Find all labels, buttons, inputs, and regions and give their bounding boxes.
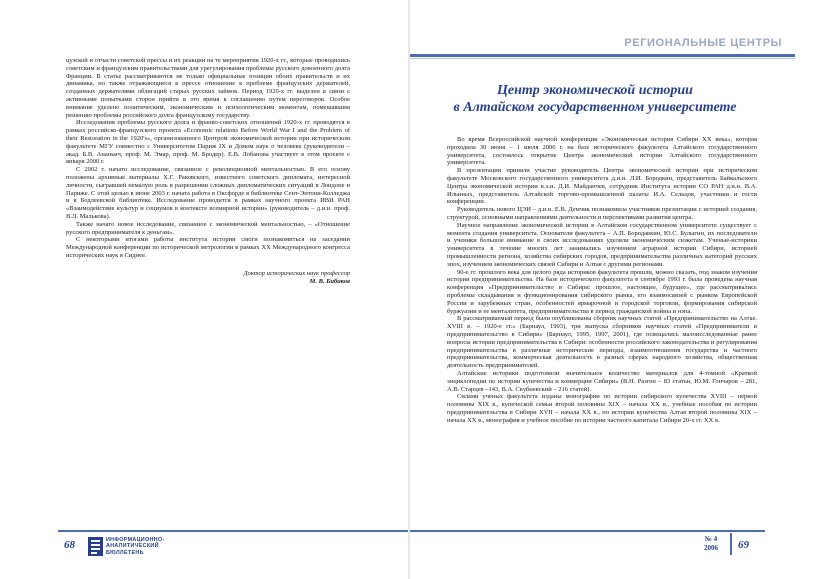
left-paragraph-1: цузской и отчасти советской прессы и их реакции на те мероприятия 1920-х гг., которые проводились советским и французским правительствами для урегулирования проблемы русского довоенного долга Франции. В статье рассматриваются не только официальные позиции обоих правительств и их динамика, но также отражающиеся в прессе отношение к проблеме французских держателей, созданных держателями облигаций старых русских займов. Период 1920-х гг. выделен в связи с активными попытками сторон прийти в это время к соглашению путем переговоров. Особое внимание уделено политическим, экономическим и психологическим моментам, помешавшим решению проблемы российского долга французскому государству. (66, 57, 350, 119)
right-paragraph-2: В презентации приняли участие руководитель Центра экономической истории при историческом факультете Московского государственного университета д.и.н. Л.И. Бородкин, представитель Байкальского Центра экономической истории к.э.н. Д.И. Майданчев, сотрудник Института истории СО РАН д.и.н. В.А. Ильиных, представитель Алтайской торгово-промышленной палаты И.А. Сельцов, участники и гости конференции. (447, 167, 757, 206)
section-title-rule-thin (410, 58, 795, 59)
left-page (0, 0, 409, 579)
section-title-rule (410, 54, 795, 57)
right-paragraph-8: Силами ученых факультета изданы монографии по истории сибирского купечества XVIII – первой половины XIX в., купеческой семьи второй половины XIX – начала XX в., учебные пособия по истории предпринимательства в Сибири XVII – начала XX в., по истории купечества Алтая второй половины XIX – начала XX в., монография и учебное пособие по истории частного капитала Сибири 20-х гг. XX в. (447, 393, 757, 424)
logo-line-3: БЮЛЛЕТЕНЬ (106, 549, 144, 556)
issue-year: 2006 (704, 543, 718, 552)
signature-role: Доктор исторических наук профессор (243, 269, 350, 277)
left-paragraph-5: С некоторыми итогами работы института истории смоги познакомиться на заседании Международной конференции по исторической метрологии в рамках XX Международного конгресса исторических наук в Сиднее. (66, 236, 350, 259)
article-title (430, 82, 760, 116)
footer-divider (730, 533, 732, 555)
article-title-line-2: в Алтайском государственном университете (453, 100, 737, 115)
signature-block (66, 270, 350, 286)
left-column-text (66, 57, 350, 285)
logo-line-2: АНАЛИТИЧЕСКИЙ (106, 543, 159, 550)
issue-info (704, 535, 718, 552)
footer-rule-left (58, 530, 409, 532)
issue-number: № 4 (704, 535, 718, 543)
bulletin-logo-text (106, 537, 164, 556)
footer-rule-right (410, 530, 765, 532)
page-number-right: 69 (738, 539, 749, 551)
signature-author: М. В. Бибиков (309, 277, 350, 285)
right-column-text (447, 136, 757, 424)
section-title: РЕГИОНАЛЬНЫЕ ЦЕНТРЫ (624, 37, 782, 49)
right-paragraph-6: В рассматриваемый период были опубликованы сборник научных статей «Предпринимательство на Алтае. XVIII в. – 1920-е гг.» (Барнаул, 1993), три выпуска сборников научных статей «Предприниматели и предпринимательство в Сибири» (Барнаул, 1995, 1997, 2001), где освещались малоисследованные ранее вопросы истории предпринимательства в Сибири: особенности российского законодательства и регулирования предпринимательства в различные исторические периоды, взаимоотношения государства и частного предпринимательства, коммерческая деятельность в разных сферах народного хозяйства, общественная деятельность предпринимателей. (447, 315, 757, 370)
bulletin-logo-icon (88, 537, 103, 556)
right-paragraph-3: Руководитель нового ЦЭИ – д.и.н. Е.В. Демчик познакомила участников презентации с историей создания, структурой, основными направлениями деятельности и перспективами развития центра. (447, 206, 757, 221)
right-paragraph-5: 90-е гг. прошлого века для целого ряда историков факультета прошли, можно сказать, под знаком изучения истории предпринимательства. На базе исторического факультета в сентябре 1993 г. была проведена научная конференция «Предпринимательство в Сибири: прошлое, настоящее, будущее», где рассматривались проблемы складывания и функционирования сибирского рынка, его взаимосвязей с рынком Европейской России и зарубежных стран, особенностей ярмарочной и городской торговли, формирования сибирской буржуазии и ее менталитета, предпринимательства в период гражданской войны и нэпа. (447, 268, 757, 315)
left-paragraph-4: Также начато новое исследование, связанное с экономической ментальностью, – «Отношение русского предпринимателя к деньгам». (66, 220, 350, 236)
page-number-left: 68 (64, 539, 75, 551)
left-paragraph-3: С 2002 г. начато исследование, связанное с революционной ментальностью. В его основу положены архивные материалы Х.Г. Раковского, известного советского дипломата, интересной личности, сыгравшей немалую роль в разрешении сложных дипломатических ситуаций в Лондоне и Париже. С этой целью в июне 2003 г. начата работа в Оксфорде в библиотеке Сент-Энтони-Колледжа и в Бодлеевской библиотеке. Исследование проводится в рамках научного проекта ИВИ РАН «Взаимодействие культур и социумов в контексте всемирной истории» (руководитель – д.и.н. проф. В.Л. Малькова). (66, 166, 350, 220)
left-paragraph-2: Исследования проблемы русского долга и франко-советских отношений 1920-х гг. проводятся в рамках российско-французского проекта «Economic relations Before World War I and the Problem of their Restoration in the 1920's», организованного Центром экономической истории при историческом факультете МГУ совместно с Университетом Париж IX и Домом наук о человеке (руководители – акад. Б.В. Ананьич, проф. М. Эмар, проф. М. Бродер). Е.В. Лобанова участвует в этом проекте с января 2000 г. (66, 119, 350, 166)
right-paragraph-4: Научное направление экономической истории в Алтайском государственном университете существует с момента создания университета. Основатели факультета – А.П. Бородавкин, Ю.С. Булыгин, их последователи и ученики большое внимание в своих исследованиях уделяли экономическим сюжетам. Ученые-историки университета в течение многих лет занимались изучением аграрной истории Сибири, историей промышленности региона, хозяйства сибирских городов, предпринимательства различных категорий русских эпох, изучением экономических связей Сибири и Алтая с другими регионами. (447, 221, 757, 268)
right-paragraph-1: Во время Всероссийской научной конференции «Экономическая история Сибири XX века», которая проходила 30 июня – 1 июля 2006 г. на базе исторического факультета Алтайского государственного университета, состоялось открытие Центра экономической истории Алтайского государственного университета. (447, 136, 757, 167)
article-title-line-1: Центр экономической истории (497, 83, 693, 98)
right-paragraph-7: Алтайские историки подготовили значительное количество материалов для 4-томной «Краткой энциклопедии по истории купечества и коммерции Сибири» (В.Н. Разгон – 83 статьи, Ю.М. Гончаров – 281, А.В. Старцев –143, В.А. Скубневский – 216 статей). (447, 369, 757, 393)
logo-line-1: ИНФОРМАЦИОННО- (106, 537, 165, 543)
right-page (410, 0, 820, 579)
